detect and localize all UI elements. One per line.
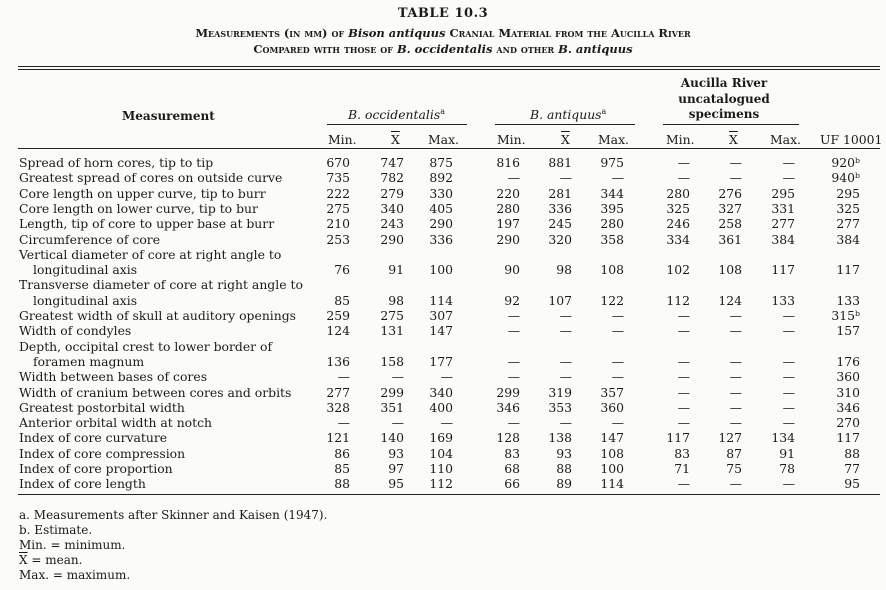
cell-value: 315ᵇ <box>831 308 860 323</box>
cell-value: 138 <box>548 430 572 446</box>
cell-value: 91 <box>388 262 404 278</box>
cell-value: — <box>677 399 690 415</box>
table-row <box>0 461 886 475</box>
cell-value: 121 <box>326 430 350 446</box>
cell-value: 310 <box>836 384 860 400</box>
cell-value: — <box>611 170 624 186</box>
cell-value: 253 <box>326 231 350 247</box>
header-rule <box>18 148 880 149</box>
cell-value: — <box>440 369 453 385</box>
cell-value: 66 <box>504 476 520 492</box>
cell-value: — <box>507 323 520 339</box>
cell-value: 275 <box>380 308 404 323</box>
table-row <box>0 476 886 490</box>
table-row <box>0 277 886 291</box>
cell-value: 325 <box>836 200 860 216</box>
cell-value: 320 <box>548 231 572 247</box>
header-auc-max: Max. <box>770 132 802 147</box>
cell-value: 360 <box>836 369 860 385</box>
cell-value: 88 <box>334 476 350 492</box>
table-row <box>0 262 886 276</box>
cell-value: 133 <box>836 292 860 308</box>
cell-value: 351 <box>380 399 404 415</box>
cell-value: 88 <box>556 461 572 476</box>
cell-value: — <box>677 170 690 186</box>
cell-value: 77 <box>844 461 860 476</box>
table-row <box>0 385 886 399</box>
row-label: Anterior orbital width at notch <box>19 415 213 431</box>
cell-value: 114 <box>600 476 624 492</box>
cell-value: — <box>677 476 690 492</box>
cell-value: 147 <box>600 430 624 446</box>
row-label: foramen magnum <box>33 353 145 369</box>
row-label: longitudinal axis <box>33 262 138 278</box>
cell-value: 117 <box>666 430 690 446</box>
cell-value: 147 <box>429 323 453 339</box>
cell-value: 140 <box>380 430 404 446</box>
cell-value: 384 <box>836 231 860 247</box>
cell-value: 112 <box>666 292 690 308</box>
cell-value: 93 <box>556 445 572 461</box>
cell-value: — <box>611 415 624 431</box>
row-label: Greatest spread of cores on outside curve <box>19 170 283 186</box>
antiquus-underline <box>495 124 635 125</box>
table-number: TABLE 10.3 <box>397 6 489 21</box>
cell-value: 136 <box>326 353 350 369</box>
cell-value: 336 <box>548 200 572 216</box>
cell-value: — <box>782 384 795 400</box>
table-row <box>0 323 886 337</box>
cell-value: 299 <box>380 384 404 400</box>
table-row <box>0 339 886 353</box>
cell-value: 328 <box>326 399 350 415</box>
bottom-rule <box>18 494 880 495</box>
cell-value: 400 <box>429 399 453 415</box>
cell-value: — <box>559 369 572 385</box>
cell-value: 108 <box>600 445 624 461</box>
cell-value: — <box>337 369 350 385</box>
cell-value: 246 <box>666 216 690 232</box>
cell-value: 405 <box>429 200 453 216</box>
cell-value: 290 <box>496 231 520 247</box>
cell-value: 330 <box>429 185 453 201</box>
cell-value: 290 <box>380 231 404 247</box>
table-row <box>0 201 886 215</box>
cell-value: 340 <box>380 200 404 216</box>
cell-value: 816 <box>496 155 520 170</box>
cell-value: 270 <box>836 415 860 431</box>
cell-value: 85 <box>334 292 350 308</box>
cell-value: 107 <box>548 292 572 308</box>
cell-value: 299 <box>496 384 520 400</box>
cell-value: 76 <box>334 262 350 278</box>
cell-value: 361 <box>718 231 742 247</box>
row-label: Index of core length <box>19 476 146 492</box>
row-label: Length, tip of core to upper base at burr <box>19 216 275 232</box>
cell-value: 122 <box>600 292 624 308</box>
cell-value: 295 <box>836 185 860 201</box>
cell-value: 243 <box>380 216 404 232</box>
header-occ-max: Max. <box>428 132 460 147</box>
cell-value: — <box>559 308 572 323</box>
cell-value: 85 <box>334 461 350 476</box>
cell-value: — <box>729 476 742 492</box>
cell-value: 920ᵇ <box>831 155 860 170</box>
table-row <box>0 354 886 368</box>
cell-value: 259 <box>326 308 350 323</box>
header-measurement: Measurement <box>122 109 215 123</box>
cell-value: 277 <box>326 384 350 400</box>
cell-value: 71 <box>674 461 690 476</box>
aucilla-underline <box>663 124 799 125</box>
cell-value: 277 <box>836 216 860 232</box>
cell-value: 75 <box>726 461 742 476</box>
row-label: Index of core proportion <box>19 461 173 476</box>
cell-value: — <box>611 353 624 369</box>
cell-value: — <box>507 369 520 385</box>
cell-value: 340 <box>429 384 453 400</box>
row-label: Width of cranium between cores and orbits <box>19 384 292 400</box>
cell-value: — <box>782 476 795 492</box>
cell-value: 275 <box>326 200 350 216</box>
cell-value: 114 <box>429 292 453 308</box>
cell-value: 735 <box>326 170 350 186</box>
footnote-max: Max. = maximum. <box>19 568 131 582</box>
cell-value: — <box>611 323 624 339</box>
table-row <box>0 170 886 184</box>
cell-value: — <box>782 308 795 323</box>
cell-value: — <box>677 155 690 170</box>
table-row <box>0 446 886 460</box>
cell-value: 108 <box>600 262 624 278</box>
cell-value: 222 <box>326 185 350 201</box>
cell-value: 93 <box>388 445 404 461</box>
footnote-mean: $\overline{X}$ = mean. <box>19 553 83 567</box>
cell-value: 83 <box>674 445 690 461</box>
cell-value: 98 <box>556 262 572 278</box>
cell-value: — <box>559 415 572 431</box>
cell-value: 276 <box>718 185 742 201</box>
cell-value: — <box>507 353 520 369</box>
cell-value: 89 <box>556 476 572 492</box>
cell-value: — <box>677 369 690 385</box>
cell-value: 279 <box>380 185 404 201</box>
cell-value: 384 <box>771 231 795 247</box>
footnote-a: a. Measurements after Skinner and Kaisen (1947). <box>19 508 328 522</box>
table-row <box>0 232 886 246</box>
header-ant-min: Min. <box>497 132 526 147</box>
cell-value: — <box>729 399 742 415</box>
header-aucilla-line1: Aucilla River <box>680 76 768 90</box>
header-uf: UF 10001 <box>820 132 883 147</box>
cell-value: 670 <box>326 155 350 170</box>
table-row <box>0 186 886 200</box>
top-rule <box>18 66 880 67</box>
cell-value: — <box>782 155 795 170</box>
cell-value: 97 <box>388 461 404 476</box>
cell-value: 90 <box>504 262 520 278</box>
cell-value: — <box>677 308 690 323</box>
header-antiquus: B. antiquus$^a$ <box>530 107 607 123</box>
cell-value: 158 <box>380 353 404 369</box>
cell-value: 128 <box>496 430 520 446</box>
row-label: Greatest width of skull at auditory openings <box>19 308 297 323</box>
cell-value: 360 <box>600 399 624 415</box>
cell-value: — <box>337 415 350 431</box>
cell-value: 100 <box>600 461 624 476</box>
cell-value: — <box>729 369 742 385</box>
cell-value: — <box>391 415 404 431</box>
cell-value: 104 <box>429 445 453 461</box>
cell-value: — <box>782 353 795 369</box>
cell-value: 110 <box>429 461 453 476</box>
cell-value: — <box>729 415 742 431</box>
header-aucilla-line3: specimens <box>688 107 760 121</box>
cell-value: — <box>729 384 742 400</box>
cell-value: — <box>677 323 690 339</box>
cell-value: — <box>782 170 795 186</box>
cell-value: — <box>507 170 520 186</box>
cell-value: 334 <box>666 231 690 247</box>
table-row <box>0 430 886 444</box>
cell-value: 395 <box>600 200 624 216</box>
cell-value: — <box>782 369 795 385</box>
row-label: Transverse diameter of core at right angle to <box>19 277 303 293</box>
cell-value: — <box>782 415 795 431</box>
cell-value: — <box>559 353 572 369</box>
cell-value: 281 <box>548 185 572 201</box>
cell-value: 127 <box>718 430 742 446</box>
table-row <box>0 155 886 169</box>
cell-value: 782 <box>380 170 404 186</box>
table-row <box>0 308 886 322</box>
row-label: longitudinal axis <box>33 292 138 308</box>
footnotes <box>19 508 327 583</box>
cell-value: 117 <box>836 430 860 446</box>
row-label: Index of core compression <box>19 445 186 461</box>
header-ant-max: Max. <box>598 132 630 147</box>
cell-value: — <box>611 369 624 385</box>
cell-value: 133 <box>771 292 795 308</box>
cell-value: 245 <box>548 216 572 232</box>
header-occidentalis: B. occidentalis$^a$ <box>348 107 445 123</box>
row-label: Depth, occipital crest to lower border of <box>19 338 273 354</box>
footnote-min: Min. = minimum. <box>19 538 126 552</box>
cell-value: 875 <box>429 155 453 170</box>
cell-value: 102 <box>666 262 690 278</box>
cell-value: 307 <box>429 308 453 323</box>
row-label: Core length on upper curve, tip to burr <box>19 185 266 201</box>
cell-value: 346 <box>836 399 860 415</box>
cell-value: 95 <box>388 476 404 492</box>
header-ant-mean: $\overline{X}$ <box>561 132 570 147</box>
header-aucilla-line2: uncatalogued <box>678 92 770 106</box>
cell-value: 280 <box>496 200 520 216</box>
cell-value: — <box>782 323 795 339</box>
cell-value: 358 <box>600 231 624 247</box>
cell-value: — <box>677 384 690 400</box>
cell-value: 280 <box>600 216 624 232</box>
cell-value: 331 <box>771 200 795 216</box>
header-occ-mean: $\overline{X}$ <box>391 132 400 147</box>
cell-value: 117 <box>771 262 795 278</box>
row-label: Circumference of core <box>19 231 161 247</box>
cell-value: — <box>782 399 795 415</box>
cell-value: — <box>559 323 572 339</box>
table-row <box>0 293 886 307</box>
cell-value: 344 <box>600 185 624 201</box>
cell-value: 98 <box>388 292 404 308</box>
cell-value: — <box>729 155 742 170</box>
row-label: Index of core curvature <box>19 430 168 446</box>
table-caption-line1: Measurements (in mm) of Bison antiquus Cranial Material from the Aucilla River <box>195 26 691 40</box>
cell-value: 169 <box>429 430 453 446</box>
cell-value: — <box>440 415 453 431</box>
cell-value: — <box>559 170 572 186</box>
cell-value: 220 <box>496 185 520 201</box>
cell-value: — <box>729 323 742 339</box>
header-auc-mean: $\overline{X}$ <box>729 132 738 147</box>
cell-value: — <box>507 415 520 431</box>
row-label: Spread of horn cores, tip to tip <box>19 155 214 170</box>
cell-value: 95 <box>844 476 860 492</box>
cell-value: 124 <box>718 292 742 308</box>
cell-value: 975 <box>600 155 624 170</box>
cell-value: 336 <box>429 231 453 247</box>
occidentalis-underline <box>327 124 467 125</box>
cell-value: 134 <box>771 430 795 446</box>
cell-value: 117 <box>836 262 860 278</box>
cell-value: — <box>611 308 624 323</box>
cell-value: 346 <box>496 399 520 415</box>
cell-value: 258 <box>718 216 742 232</box>
cell-value: — <box>391 369 404 385</box>
cell-value: 357 <box>600 384 624 400</box>
row-label: Width between bases of cores <box>19 369 208 385</box>
cell-value: 327 <box>718 200 742 216</box>
cell-value: 87 <box>726 445 742 461</box>
cell-value: 747 <box>380 155 404 170</box>
cell-value: 91 <box>779 445 795 461</box>
row-label: Core length on lower curve, tip to bur <box>19 200 258 216</box>
cell-value: 92 <box>504 292 520 308</box>
footnote-b: b. Estimate. <box>19 523 93 537</box>
cell-value: — <box>677 415 690 431</box>
cell-value: 319 <box>548 384 572 400</box>
table-row <box>0 216 886 230</box>
table-caption-line2: Compared with those of B. occidentalis and other B. antiquus <box>253 42 633 56</box>
cell-value: 280 <box>666 185 690 201</box>
cell-value: 353 <box>548 399 572 415</box>
cell-value: 83 <box>504 445 520 461</box>
cell-value: — <box>729 353 742 369</box>
cell-value: 290 <box>429 216 453 232</box>
cell-value: 100 <box>429 262 453 278</box>
cell-value: — <box>507 308 520 323</box>
cell-value: 177 <box>429 353 453 369</box>
table-row <box>0 247 886 261</box>
cell-value: 881 <box>548 155 572 170</box>
cell-value: — <box>729 170 742 186</box>
cell-value: 86 <box>334 445 350 461</box>
cell-value: 940ᵇ <box>831 170 860 186</box>
cell-value: 68 <box>504 461 520 476</box>
cell-value: 157 <box>836 323 860 339</box>
cell-value: 112 <box>429 476 453 492</box>
cell-value: 325 <box>666 200 690 216</box>
cell-value: 295 <box>771 185 795 201</box>
cell-value: 131 <box>380 323 404 339</box>
cell-value: — <box>729 308 742 323</box>
cell-value: 78 <box>779 461 795 476</box>
top-rule-double <box>18 69 880 70</box>
row-label: Vertical diameter of core at right angle to <box>19 246 282 262</box>
row-label: Width of condyles <box>19 323 132 339</box>
cell-value: 124 <box>326 323 350 339</box>
cell-value: 88 <box>844 445 860 461</box>
table-row <box>0 369 886 383</box>
cell-value: 277 <box>771 216 795 232</box>
table-row <box>0 400 886 414</box>
cell-value: 176 <box>836 353 860 369</box>
cell-value: 108 <box>718 262 742 278</box>
cell-value: 210 <box>326 216 350 232</box>
cell-value: — <box>677 353 690 369</box>
header-auc-min: Min. <box>666 132 695 147</box>
row-label: Greatest postorbital width <box>19 399 185 415</box>
header-occ-min: Min. <box>328 132 357 147</box>
cell-value: 892 <box>429 170 453 186</box>
table-row <box>0 415 886 429</box>
cell-value: 197 <box>496 216 520 232</box>
